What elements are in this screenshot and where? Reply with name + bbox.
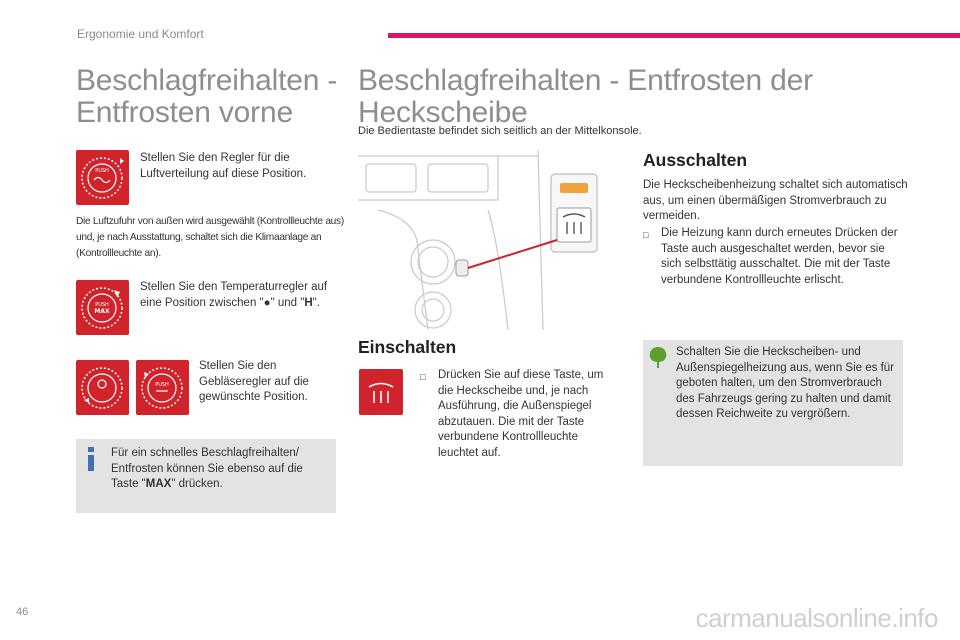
right-subtitle: Die Bedientaste befindet sich seitlich an der Mittelkonsole. [358, 125, 642, 137]
knob-max-label: MAX [94, 308, 110, 315]
right-title-line2: Heckscheibe [358, 96, 528, 129]
center-console-illustration [358, 150, 620, 330]
watermark: carmanualsonline.info [695, 603, 938, 633]
step-3-text: Stellen Sie den Gebläseregler auf die gewünschte Position. [199, 360, 309, 403]
info-icon [86, 447, 96, 471]
svg-text:PUSH: PUSH [95, 302, 109, 308]
right-title [358, 65, 918, 129]
right-title-line1: Beschlagfreihalten - Entfrosten der [358, 64, 813, 97]
on-text: Drücken Sie auf diese Taste, um die Heckscheibe und, je nach Ausführung, die Außenspiegel abzutauen. Die mit der Taste verbundene Kontrollleuchte leuchtet auf. [438, 369, 604, 459]
max-label: MAX [145, 478, 172, 490]
left-title-line2: Entfrosten vorne [76, 96, 293, 129]
header-accent-bar [388, 33, 960, 38]
svg-text:PUSH: PUSH [155, 382, 169, 388]
step-1-text: Stellen Sie den Regler für die Luftverteilung auf diese Position. [140, 152, 307, 180]
bullet-marker-icon: □ [420, 372, 426, 382]
eco-leaf-icon [647, 345, 669, 369]
left-title [76, 65, 356, 129]
off-bullet [643, 226, 908, 288]
info-text-b: " drücken. [171, 478, 223, 490]
info-text-a: Für ein schnelles Beschlagfreihalten/ Entfrosten können Sie ebenso auf die Taste " [111, 447, 303, 490]
rear-defrost-icon [359, 369, 403, 415]
eco-note-text: Schalten Sie die Heckscheiben- und Außenspiegelheizung aus, wenn Sie es für geboten halten, um den Stromverbrauch des Fahrzeugs gering zu halten und damit dessen Reichweite zu vergrößern. [676, 346, 895, 420]
info-text [111, 446, 326, 493]
air-distribution-knob-icon [76, 150, 129, 205]
step-2-part-a: Stellen Sie den Temperaturregler auf eine Position zwischen " [140, 281, 328, 309]
svg-text:PUSH: PUSH [95, 168, 109, 174]
left-title-line1: Beschlagfreihalten - [76, 64, 338, 97]
step-2-text [140, 280, 340, 311]
info-box [76, 439, 336, 513]
hot-h-symbol: H [304, 296, 313, 309]
temperature-knob-icon [76, 280, 129, 335]
off-intro: Die Heckscheibenheizung schaltet sich automatisch aus, um einen übermäßigen Stromverbrauch zu vermeiden. [643, 179, 908, 222]
on-heading: Einschalten [358, 337, 457, 357]
step-2-part-c: ". [312, 296, 320, 309]
step-2-part-b: " und " [270, 296, 305, 309]
off-bullet-text: Die Heizung kann durch erneutes Drücken der Taste auch ausgeschaltet werden, bevor sie sich selbsttätig ausschaltet. Die mit der Taste verbundene Kontrollleuchte erlischt. [661, 227, 898, 286]
note-air-intake: Die Luftzufuhr von außen wird ausgewählt (Kontrollleuchte aus) und, je nach Ausstattung, schaltet sich die Klimaanlage an (Kontrollleuchte an). [76, 216, 344, 259]
cold-dot-symbol: ● [263, 296, 271, 309]
section-title: Ergonomie und Komfort [77, 27, 204, 41]
on-bullet [420, 368, 620, 461]
fan-knob-icon [136, 360, 189, 415]
page-number: 46 [16, 606, 29, 618]
eco-note-box [643, 340, 903, 466]
bullet-marker-icon: □ [643, 230, 649, 240]
fan-knob-icon [76, 360, 129, 415]
off-heading: Ausschalten [643, 150, 748, 170]
